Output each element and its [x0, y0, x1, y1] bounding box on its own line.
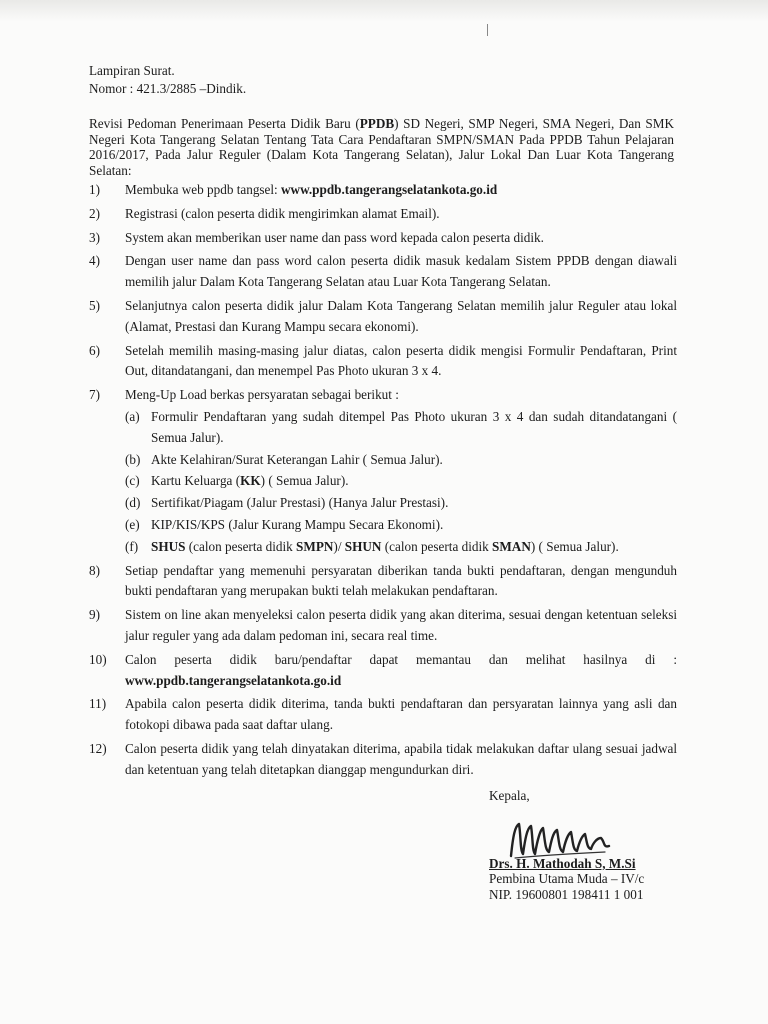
sub-item-text: ) ( Semua Jalur).	[530, 538, 619, 554]
list-item	[89, 341, 677, 383]
signer-title: Kepala,	[489, 788, 530, 803]
item-number: 3)	[89, 229, 100, 245]
list-item	[89, 605, 677, 647]
list-item	[89, 739, 677, 781]
intro-text-2: ) SD Negeri, SMP Negeri, SMA Negeri, Dan SMK Negeri Kota Tangerang Selatan Tentang Tata Cara Pendaftaran SMPN/SMAN Pada PPDB Tahun Pelajaran 2016/2017, Pada Jalur Reguler (Dalam Kota Tangerang Selatan), Jalur Lokal Dan Luar Kota Tangerang Selatan:	[89, 116, 674, 178]
scan-mark	[487, 24, 488, 36]
sub-item-number: (c)	[125, 473, 140, 489]
procedure-list	[89, 180, 677, 784]
sub-item-number: (f)	[125, 538, 139, 554]
list-item	[89, 180, 677, 201]
item-number: 4)	[89, 253, 100, 269]
sub-item-text: Akte Kelahiran/Surat Keterangan Lahir ( Semua Jalur).	[151, 451, 443, 467]
item-text: Calon peserta didik baru/pendaftar dapat memantau dan melihat hasilnya di :	[125, 651, 677, 667]
sub-item	[125, 407, 677, 449]
item-number: 10)	[89, 651, 107, 667]
sub-item-text: )/	[333, 538, 345, 554]
sub-item-number: (a)	[125, 408, 140, 424]
item-text: System akan memberikan user name dan pass word kepada calon peserta didik.	[125, 229, 544, 245]
sub-item-text: (calon peserta didik	[185, 538, 297, 554]
item-number: 6)	[89, 342, 100, 358]
item-text: Dengan user name dan pass word calon peserta didik masuk kedalam Sistem PPDB dengan diawali memilih jalur Dalam Kota Tangerang Selatan atau Luar Kota Tangerang Selatan.	[125, 253, 677, 290]
scan-top-edge	[0, 0, 768, 22]
website-url: www.ppdb.tangerangselatankota.go.id	[125, 672, 342, 688]
item-number: 12)	[89, 740, 107, 756]
list-item	[89, 296, 677, 338]
website-url: www.ppdb.tangerangselatankota.go.id	[281, 182, 498, 197]
item-text: Setiap pendaftar yang memenuhi persyaratan diberikan tanda bukti pendaftaran, dengan mengunduh bukti pendaftaran yang merupakan bukti telah melakukan pendaftaran.	[125, 562, 677, 599]
item-number: 2)	[89, 205, 100, 221]
item-number: 1)	[89, 182, 100, 197]
item-text: Calon peserta didik yang telah dinyatakan diterima, apabila tidak melakukan daftar ulang sesuai jadwal dan ketentuan yang telah ditetapkan dianggap mengundurkan diri.	[125, 740, 677, 777]
item-text: Meng-Up Load berkas persyaratan sebagai berikut :	[125, 387, 399, 403]
sub-item-text: ) ( Semua Jalur).	[260, 473, 349, 489]
handwritten-signature	[505, 816, 625, 864]
letter-header	[89, 62, 246, 98]
signature-block	[489, 788, 644, 902]
sub-item-text: Formulir Pendaftaran yang sudah ditempel Pas Photo ukuran 3 x 4 dan sudah ditandatangani ( Semua Jalur).	[151, 408, 677, 445]
sub-item-text: Sertifikat/Piagam (Jalur Prestasi) (Hanya Jalur Prestasi).	[151, 495, 449, 511]
sub-item	[125, 515, 677, 536]
list-item	[89, 694, 677, 736]
list-item	[89, 650, 677, 671]
sub-item-number: (d)	[125, 495, 141, 511]
list-item	[89, 228, 677, 249]
kk-label: KK	[240, 473, 261, 489]
sub-item-number: (e)	[125, 516, 140, 532]
list-item	[89, 561, 677, 603]
item-number: 9)	[89, 607, 100, 623]
sub-item	[125, 537, 677, 558]
sub-item	[125, 471, 677, 492]
item-number: 7)	[89, 387, 100, 403]
item-text: Membuka web ppdb tangsel:	[125, 182, 282, 197]
signer-nip: NIP. 19600801 198411 1 001	[489, 886, 644, 902]
smpn-label: SMPN	[296, 538, 334, 554]
sub-item-text: KIP/KIS/KPS (Jalur Kurang Mampu Secara Ekonomi).	[151, 516, 444, 532]
signer-name: Drs. H. Mathodah S, M.Si	[489, 855, 636, 871]
item-text: Apabila calon peserta didik diterima, tanda bukti pendaftaran dan persyaratan lainnya yang asli dan fotokopi dibawa pada saat daftar ulang.	[125, 696, 677, 733]
item-number: 8)	[89, 562, 100, 578]
sub-item-number: (b)	[125, 451, 141, 467]
intro-text-1: Revisi Pedoman Penerimaan Peserta Didik Baru (	[89, 116, 360, 131]
list-item-url	[89, 671, 677, 692]
sub-item	[125, 493, 677, 514]
item-number: 11)	[89, 696, 107, 712]
sub-item	[125, 450, 677, 471]
attachment-label: Lampiran Surat.	[89, 63, 175, 78]
list-item	[89, 385, 677, 557]
item-text: Setelah memilih masing-masing jalur diatas, calon peserta didik mengisi Formulir Pendaftaran, Print Out, ditandatangani, dan menempel Pas Photo ukuran 3 x 4.	[125, 342, 677, 379]
item-text: Sistem on line akan menyeleksi calon peserta didik yang akan diterima, sesuai dengan ketentuan seleksi jalur reguler yang ada dalam pedoman ini, secara real time.	[125, 607, 677, 643]
intro-ppdb: PPDB	[359, 116, 395, 131]
item-number: 5)	[89, 297, 100, 313]
item-text: Registrasi (calon peserta didik mengirimkan alamat Email).	[125, 205, 440, 221]
intro-paragraph	[89, 116, 674, 178]
list-item	[89, 251, 677, 293]
item-text: Selanjutnya calon peserta didik jalur Dalam Kota Tangerang Selatan memilih jalur Reguler atau lokal (Alamat, Prestasi dan Kurang Mampu secara ekonomi).	[125, 297, 677, 334]
signer-rank: Pembina Utama Muda – IV/c	[489, 871, 645, 886]
sub-item-text: (calon peserta didik	[381, 538, 493, 554]
list-item	[89, 204, 677, 225]
shus-label: SHUS	[151, 538, 186, 554]
shun-label: SHUN	[344, 538, 382, 554]
letter-number: Nomor : 421.3/2885 –Dindik.	[89, 81, 247, 96]
sub-item-text: Kartu Keluarga (	[151, 473, 241, 489]
sman-label: SMAN	[492, 538, 531, 554]
